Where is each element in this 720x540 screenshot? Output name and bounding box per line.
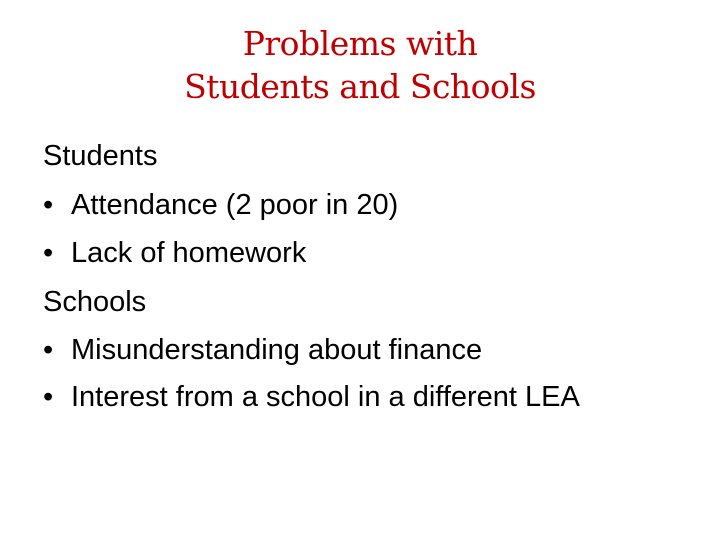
bullet-text: Attendance (2 poor in 20)	[71, 188, 399, 221]
slide-title	[0, 22, 720, 108]
slide-body	[43, 132, 703, 419]
bullet-icon: •	[43, 334, 54, 366]
bullet-item	[43, 326, 703, 375]
bullet-icon: •	[43, 380, 54, 413]
bullet-item	[43, 181, 703, 230]
bullet-text: Lack of homework	[71, 237, 307, 269]
bullet-text: Misunderstanding about finance	[71, 334, 483, 366]
bullet-icon: •	[43, 188, 54, 221]
title-line-1: Problems with	[242, 24, 478, 63]
bullet-icon: •	[43, 237, 54, 269]
section-heading-schools: Schools	[43, 285, 147, 318]
bullet-item	[43, 375, 703, 419]
bullet-item	[43, 229, 703, 278]
bullet-text: Interest from a school in a different LEA	[71, 380, 580, 413]
section-heading-students: Students	[43, 140, 158, 172]
title-line-2: Students and Schools	[184, 67, 536, 106]
